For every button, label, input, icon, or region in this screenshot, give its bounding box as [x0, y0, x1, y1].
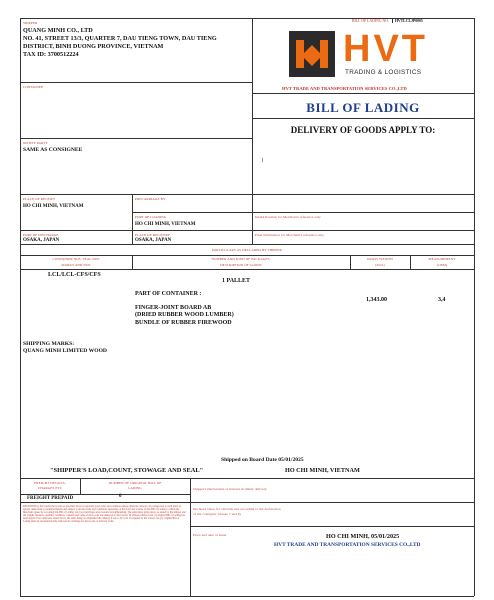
divider-freight [20, 478, 474, 479]
divider-terms [20, 502, 474, 503]
declared-value-line-2: of the consignor (clause 7 and 8) [193, 512, 241, 516]
issuing-company: HVT TRADE AND TRANSPORTATION SERVICES CO.,LTD [274, 542, 421, 548]
bl-number-value: HVTLCLJP0005 [392, 19, 423, 23]
shipped-on-board: Shipped on Board Date 05/01/2025 [221, 457, 304, 463]
notify-label: NOTIFY PARTY [23, 141, 48, 145]
logo-mark-icon [289, 31, 335, 77]
divider-consignee [20, 82, 252, 83]
shipping-marks-value: QUANG MINH LIMITED WOOD [23, 348, 107, 354]
shipper-declaration-label: Shipper's Declaration of interest in timely delivery [193, 487, 267, 491]
goods-line-1: FINGER-JOINT BOARD AB [135, 305, 212, 311]
company-name-header: HVT TRADE AND TRANSPORTATION SERVICES CO.,LTD [282, 86, 407, 91]
delivery-dot [262, 158, 263, 162]
port-of-loading-label: PORT OF LOADING [135, 215, 167, 219]
divider-loading [132, 212, 474, 213]
freight-details-label-2: CHARGES ETC [37, 486, 63, 490]
freight-prepaid: FREIGHT PREPAID [27, 496, 74, 501]
container-mode: LCL/LCL-CFS/CFS [48, 272, 101, 278]
divider-col-headers-bottom [20, 269, 474, 270]
logo-letters: HVT [343, 28, 428, 70]
shipper-address-1: NO. 41, STREET 13/3, QUARTER 7, DAU TIENG TOWN, DAU TIENG [23, 35, 217, 42]
col-weight-header-1: GROSS WEIGHT [366, 257, 394, 261]
declared-value-line-1: Declared value for valorem rate according to the declaration [193, 507, 281, 511]
col-weight-header-2: (KGS) [375, 263, 385, 267]
shipment-place: HO CHI MINH, VIETNAM [285, 467, 360, 474]
col-marks-header-2: MARKS AND NOS [61, 263, 91, 267]
measurement-value: 3,4 [438, 297, 446, 303]
divider-notify [20, 138, 252, 139]
delivery-heading: DELIVERY OF GOODS APPLY TO: [290, 125, 436, 135]
shipping-marks [23, 341, 107, 355]
divider-title-bottom [252, 118, 474, 119]
place-date-issue-label: Place and date of Issue [193, 533, 227, 537]
company-logo [289, 27, 439, 83]
goods-line-2: (DRIED RUBBER WOOD LUMBER) [135, 312, 234, 319]
border-left [20, 18, 21, 596]
freight-details-label-1: FREIGHT DETAILS, [34, 481, 66, 485]
original-bl-label-2: LADING [128, 486, 142, 490]
bl-number-row [352, 19, 423, 23]
col-marks-header-1: CONTAINER NOS. SEAL NOS [52, 257, 100, 261]
notify-value: SAME AS CONSIGNEE [23, 147, 83, 153]
shipper-tax-id: TAX ID: 3700512224 [23, 51, 79, 58]
border-right [474, 18, 475, 596]
divider-receipt-mid [132, 194, 133, 244]
divider-particulars [20, 244, 474, 245]
divider-logo-bottom [252, 93, 474, 94]
border-bottom [20, 596, 474, 597]
place-date-issue-value: HO CHI MINH, 05/01/2025 [326, 533, 400, 540]
col-measure-header-1: MEASUREMENT [428, 257, 456, 261]
col-desc-header-2: DESCRIPTION OF GOODS [220, 263, 262, 267]
shipper-address-2: DISTRICT, BINH DUONG PROVINCE, VIETNAM [23, 43, 164, 50]
place-of-delivery-value: OSAKA, JAPAN [135, 238, 172, 243]
col-measure-header-2: (CBM) [436, 263, 448, 267]
logo-tagline: TRADING & LOGISTICS [345, 69, 422, 76]
goods-line-3: BUNDLE OF RUBBER FIREWOOD [135, 319, 232, 326]
port-of-loading-value: HO CHI MINH, VIETNAM [135, 222, 196, 227]
col-desc-header-1: NUMBER AND KIND OF PACKAGES, [211, 257, 271, 261]
final-destination-label: Final Destination for Merchant's reference only [255, 233, 325, 237]
original-bl-count: 0 [119, 494, 122, 499]
goods-description [135, 305, 234, 327]
shipping-marks-label: SHIPPING MARKS: [23, 341, 75, 347]
shipper-name: QUANG MINH CO., LTD [23, 27, 93, 34]
place-of-receipt-label: PLACE OF RECEIPT [23, 197, 56, 201]
bl-number-label: BILL OF LADING NO. [352, 19, 389, 23]
shipper-label: SHIPPER [23, 21, 38, 25]
place-of-receipt-value: HO CHI MINH, VIETNAM [23, 204, 84, 209]
divider-declared [190, 526, 474, 527]
original-bl-label-1: NUMBER OF ORIGINAL BILL OF [108, 481, 162, 485]
place-of-delivery-label: PLACE OF DELIVERY [135, 233, 171, 237]
shipper-block [23, 27, 217, 59]
divider-discharge [20, 230, 474, 231]
divider-receipt [20, 194, 474, 195]
precarriage-label: PRECARRIAGE BY [135, 197, 166, 201]
port-of-discharge-label: PORT OF DISCHARGE [23, 233, 59, 237]
divider-freight-vertical [190, 478, 191, 596]
divider-freight-mid [20, 494, 190, 495]
divider-col-headers [20, 255, 474, 256]
package-count: 1 PALLET [222, 278, 251, 284]
port-of-discharge-value: OSAKA, JAPAN [23, 238, 60, 243]
gross-weight-value: 1,343.00 [366, 297, 387, 303]
part-of-container: PART OF CONTAINER : [135, 291, 202, 297]
document-title: BILL OF LADING [306, 100, 420, 115]
terms-conditions-text: RECEIVED by the Carrier the Goods as specified above in apparent good order and condition unless otherwise stated, to be transported to such place as agreed, authorized or permitted herein and subject to all the terms and conditions appearing on the front and reverse of this Bill of Lading to which the Merchant agrees by accepting this Bill of Lading, any local privileges and customs notwithstanding. The particulars given above as stated by the shipper and the weight, measure, quantity, condition, contents and value of the Goods are unknown to the Carrier. In witness whereof one (1) original Bill of Lading has been signed if not otherwise stated above, the same being accomplished the other(s) if any to be void. If required by the Carrier one (1) original Bill of Lading must be surrendered duly endorsed in exchange for the Goods or delivery order. [23, 505, 186, 524]
shipper-load-clause: "SHIPPER'S LOAD,COUNT, STOWAGE AND SEAL" [50, 467, 204, 474]
consignee-label: CONSIGNEE [23, 85, 44, 89]
inland-routing-label: Inland Routing for Merchant's reference only [255, 215, 321, 219]
particulars-heading: PARTICULARS AS DECLARED BY SHIPPER [212, 248, 282, 252]
